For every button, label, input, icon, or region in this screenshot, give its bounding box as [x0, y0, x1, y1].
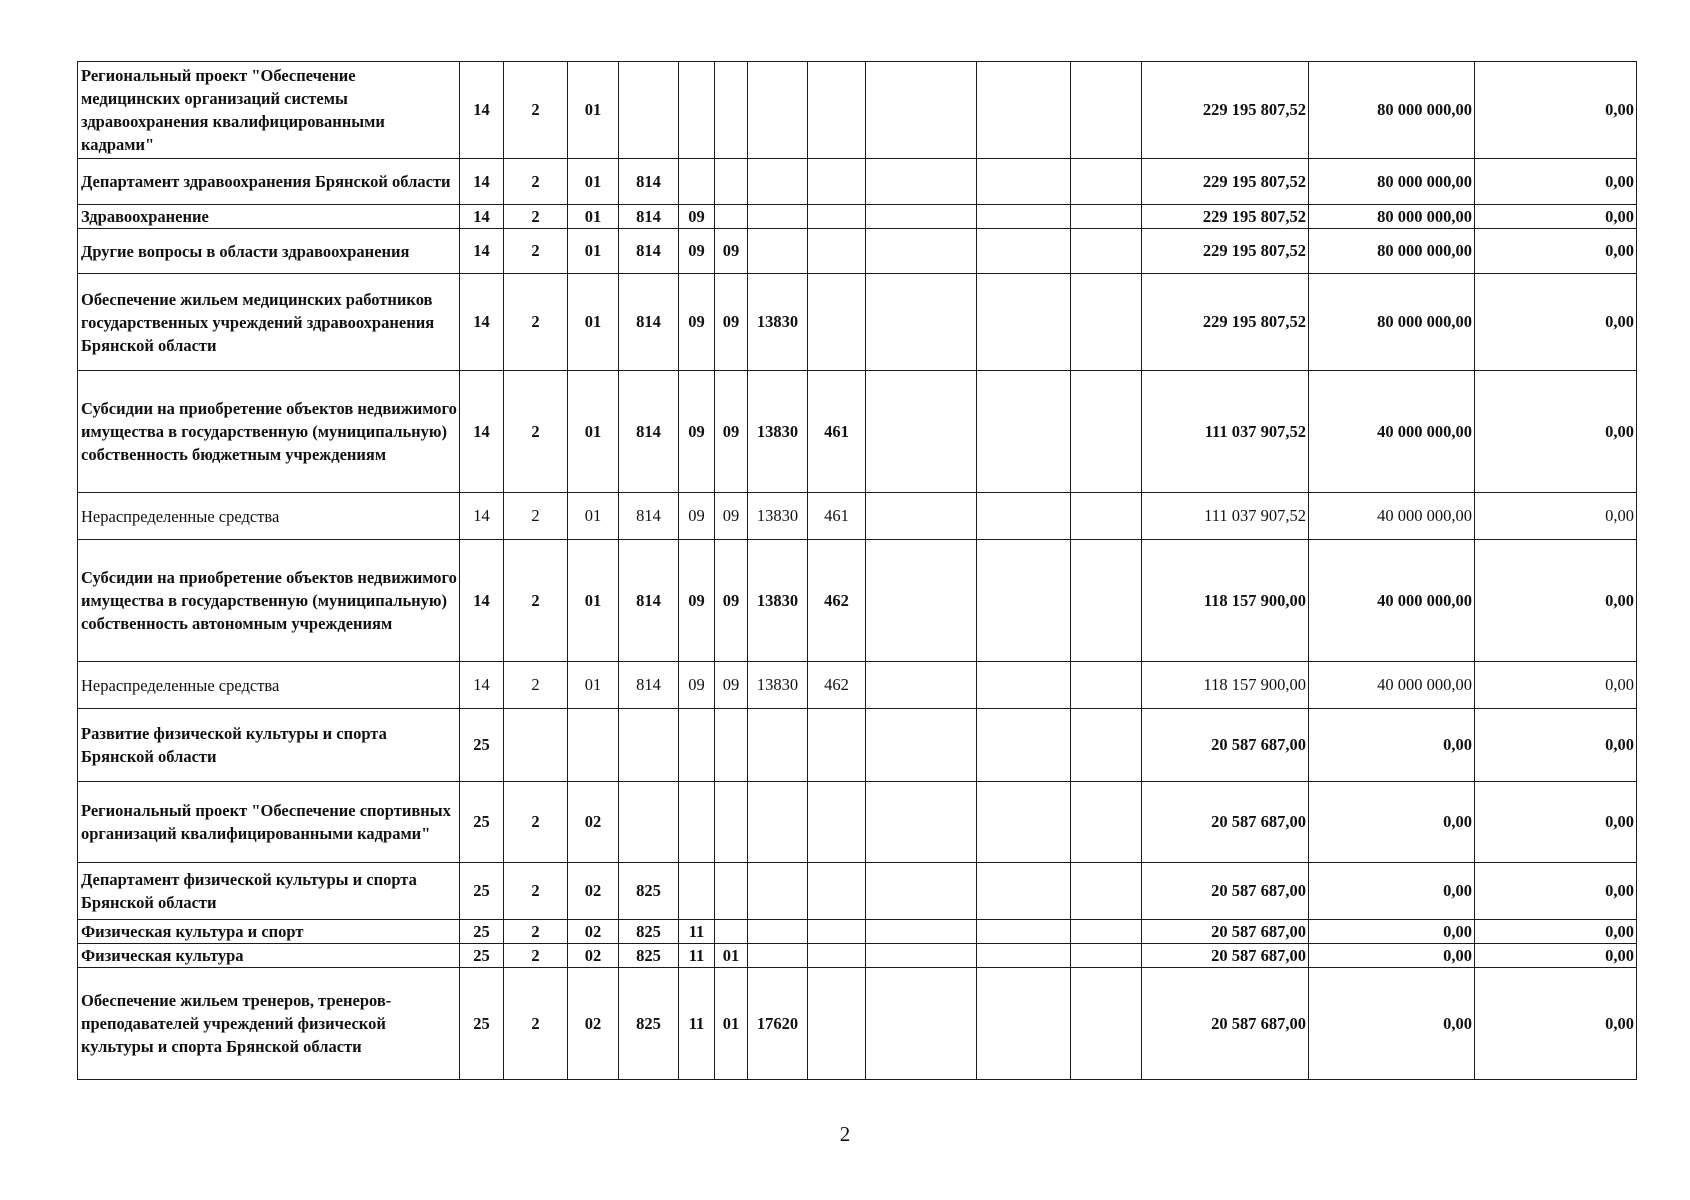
table-row: [78, 662, 1637, 709]
code-cell: 13830: [748, 493, 808, 540]
amount-cell: 20 587 687,00: [1142, 920, 1309, 944]
code-cell: 02: [568, 782, 619, 863]
code-cell: 2: [504, 944, 568, 968]
table-row: [78, 782, 1637, 863]
amount-cell: 40 000 000,00: [1309, 662, 1475, 709]
code-cell: 01: [568, 205, 619, 229]
code-cell: [715, 863, 748, 920]
row-name-cell: Здравоохранение: [78, 205, 460, 229]
empty-cell: [866, 229, 977, 274]
code-cell: 25: [460, 920, 504, 944]
amount-cell: 0,00: [1475, 968, 1637, 1080]
empty-cell: [866, 540, 977, 662]
code-cell: 14: [460, 371, 504, 493]
empty-cell: [977, 863, 1071, 920]
code-cell: 2: [504, 205, 568, 229]
amount-cell: 80 000 000,00: [1309, 229, 1475, 274]
table-body: [78, 62, 1637, 1080]
empty-cell: [866, 920, 977, 944]
table-row: [78, 274, 1637, 371]
amount-cell: 0,00: [1475, 159, 1637, 205]
code-cell: 01: [568, 662, 619, 709]
empty-cell: [977, 968, 1071, 1080]
amount-cell: 0,00: [1475, 944, 1637, 968]
amount-cell: 20 587 687,00: [1142, 863, 1309, 920]
code-cell: 11: [679, 920, 715, 944]
code-cell: 13830: [748, 371, 808, 493]
code-cell: 09: [679, 493, 715, 540]
amount-cell: 0,00: [1309, 920, 1475, 944]
code-cell: [748, 62, 808, 159]
empty-cell: [866, 274, 977, 371]
amount-cell: 20 587 687,00: [1142, 709, 1309, 782]
code-cell: [748, 944, 808, 968]
table-row: [78, 229, 1637, 274]
row-name-cell: Нераспределенные средства: [78, 493, 460, 540]
code-cell: [748, 159, 808, 205]
code-cell: 2: [504, 493, 568, 540]
table-row: [78, 371, 1637, 493]
empty-cell: [1071, 229, 1142, 274]
amount-cell: 111 037 907,52: [1142, 371, 1309, 493]
code-cell: [808, 274, 866, 371]
empty-cell: [977, 662, 1071, 709]
code-cell: [808, 782, 866, 863]
table-row: [78, 920, 1637, 944]
code-cell: [748, 782, 808, 863]
code-cell: 13830: [748, 662, 808, 709]
amount-cell: 0,00: [1475, 205, 1637, 229]
amount-cell: 0,00: [1475, 782, 1637, 863]
code-cell: 14: [460, 62, 504, 159]
code-cell: 01: [568, 62, 619, 159]
amount-cell: 118 157 900,00: [1142, 540, 1309, 662]
table-row: [78, 968, 1637, 1080]
code-cell: 14: [460, 274, 504, 371]
amount-cell: 229 195 807,52: [1142, 229, 1309, 274]
empty-cell: [1071, 540, 1142, 662]
row-name-cell: Департамент здравоохранения Брянской области: [78, 159, 460, 205]
code-cell: [679, 159, 715, 205]
code-cell: 814: [619, 540, 679, 662]
code-cell: [679, 709, 715, 782]
amount-cell: 229 195 807,52: [1142, 274, 1309, 371]
table-row: [78, 159, 1637, 205]
code-cell: 09: [715, 229, 748, 274]
empty-cell: [1071, 920, 1142, 944]
amount-cell: 0,00: [1475, 662, 1637, 709]
empty-cell: [866, 709, 977, 782]
code-cell: [808, 229, 866, 274]
row-name-cell: Физическая культура: [78, 944, 460, 968]
empty-cell: [866, 968, 977, 1080]
code-cell: [715, 159, 748, 205]
empty-cell: [977, 62, 1071, 159]
amount-cell: 40 000 000,00: [1309, 493, 1475, 540]
code-cell: 14: [460, 493, 504, 540]
code-cell: 814: [619, 229, 679, 274]
row-name-cell: Нераспределенные средства: [78, 662, 460, 709]
table-row: [78, 709, 1637, 782]
code-cell: 01: [568, 540, 619, 662]
code-cell: 09: [715, 274, 748, 371]
code-cell: [679, 863, 715, 920]
amount-cell: 20 587 687,00: [1142, 782, 1309, 863]
code-cell: [715, 782, 748, 863]
code-cell: 09: [679, 205, 715, 229]
code-cell: 17620: [748, 968, 808, 1080]
code-cell: 814: [619, 159, 679, 205]
code-cell: 09: [679, 540, 715, 662]
amount-cell: 0,00: [1475, 274, 1637, 371]
amount-cell: 111 037 907,52: [1142, 493, 1309, 540]
code-cell: 2: [504, 968, 568, 1080]
code-cell: 02: [568, 944, 619, 968]
code-cell: [568, 709, 619, 782]
empty-cell: [866, 371, 977, 493]
empty-cell: [866, 493, 977, 540]
empty-cell: [866, 62, 977, 159]
empty-cell: [1071, 782, 1142, 863]
amount-cell: 229 195 807,52: [1142, 205, 1309, 229]
code-cell: [808, 920, 866, 944]
code-cell: [679, 782, 715, 863]
code-cell: 2: [504, 863, 568, 920]
code-cell: 09: [679, 371, 715, 493]
row-name-cell: Субсидии на приобретение объектов недвижимого имущества в государственную (муниципальную) собственность бюджетным учреждениям: [78, 371, 460, 493]
code-cell: 02: [568, 920, 619, 944]
empty-cell: [1071, 159, 1142, 205]
empty-cell: [1071, 62, 1142, 159]
empty-cell: [1071, 662, 1142, 709]
code-cell: 01: [568, 159, 619, 205]
amount-cell: 0,00: [1475, 920, 1637, 944]
amount-cell: 0,00: [1475, 62, 1637, 159]
code-cell: [808, 159, 866, 205]
empty-cell: [977, 540, 1071, 662]
code-cell: 825: [619, 968, 679, 1080]
code-cell: [748, 863, 808, 920]
code-cell: 25: [460, 709, 504, 782]
code-cell: 814: [619, 205, 679, 229]
code-cell: 814: [619, 274, 679, 371]
table-row: [78, 493, 1637, 540]
code-cell: 25: [460, 944, 504, 968]
code-cell: [679, 62, 715, 159]
code-cell: 01: [568, 274, 619, 371]
code-cell: 09: [679, 662, 715, 709]
row-name-cell: Региональный проект "Обеспечение медицинских организаций системы здравоохранения квалифицированными кадрами": [78, 62, 460, 159]
code-cell: 25: [460, 782, 504, 863]
code-cell: 814: [619, 371, 679, 493]
empty-cell: [866, 662, 977, 709]
code-cell: [748, 920, 808, 944]
row-name-cell: Развитие физической культуры и спорта Брянской области: [78, 709, 460, 782]
code-cell: [808, 62, 866, 159]
code-cell: 09: [679, 229, 715, 274]
code-cell: 09: [715, 493, 748, 540]
code-cell: 11: [679, 944, 715, 968]
code-cell: 09: [715, 540, 748, 662]
amount-cell: 0,00: [1309, 782, 1475, 863]
budget-table: [77, 61, 1637, 1080]
amount-cell: 118 157 900,00: [1142, 662, 1309, 709]
code-cell: 09: [715, 371, 748, 493]
table-row: [78, 62, 1637, 159]
code-cell: 25: [460, 968, 504, 1080]
code-cell: 461: [808, 493, 866, 540]
empty-cell: [977, 709, 1071, 782]
code-cell: 14: [460, 159, 504, 205]
code-cell: [808, 863, 866, 920]
code-cell: 01: [568, 493, 619, 540]
row-name-cell: Обеспечение жильем медицинских работников государственных учреждений здравоохранения Брянской области: [78, 274, 460, 371]
code-cell: 2: [504, 159, 568, 205]
code-cell: 2: [504, 371, 568, 493]
code-cell: 25: [460, 863, 504, 920]
amount-cell: 40 000 000,00: [1309, 540, 1475, 662]
code-cell: 814: [619, 662, 679, 709]
amount-cell: 40 000 000,00: [1309, 371, 1475, 493]
code-cell: [808, 944, 866, 968]
empty-cell: [866, 863, 977, 920]
code-cell: [808, 709, 866, 782]
code-cell: [619, 782, 679, 863]
code-cell: 462: [808, 540, 866, 662]
amount-cell: 20 587 687,00: [1142, 944, 1309, 968]
empty-cell: [977, 159, 1071, 205]
code-cell: 14: [460, 662, 504, 709]
empty-cell: [1071, 205, 1142, 229]
amount-cell: 0,00: [1475, 709, 1637, 782]
code-cell: [619, 62, 679, 159]
code-cell: [504, 709, 568, 782]
code-cell: 461: [808, 371, 866, 493]
empty-cell: [977, 371, 1071, 493]
empty-cell: [977, 920, 1071, 944]
code-cell: 02: [568, 968, 619, 1080]
table-row: [78, 944, 1637, 968]
empty-cell: [977, 229, 1071, 274]
row-name-cell: Субсидии на приобретение объектов недвижимого имущества в государственную (муниципальную) собственность автономным учреждениям: [78, 540, 460, 662]
amount-cell: 0,00: [1309, 863, 1475, 920]
code-cell: 13830: [748, 540, 808, 662]
empty-cell: [1071, 493, 1142, 540]
amount-cell: 229 195 807,52: [1142, 159, 1309, 205]
empty-cell: [977, 274, 1071, 371]
code-cell: 01: [715, 944, 748, 968]
empty-cell: [1071, 944, 1142, 968]
amount-cell: 0,00: [1475, 863, 1637, 920]
table-row: [78, 863, 1637, 920]
amount-cell: 0,00: [1309, 968, 1475, 1080]
page-number: 2: [839, 1122, 851, 1146]
row-name-cell: Обеспечение жильем тренеров, тренеров-преподавателей учреждений физической культуры и спорта Брянской области: [78, 968, 460, 1080]
amount-cell: 0,00: [1475, 229, 1637, 274]
row-name-cell: Региональный проект "Обеспечение спортивных организаций квалифицированными кадрами": [78, 782, 460, 863]
code-cell: 2: [504, 62, 568, 159]
code-cell: [715, 205, 748, 229]
code-cell: [748, 229, 808, 274]
code-cell: [715, 920, 748, 944]
amount-cell: 80 000 000,00: [1309, 274, 1475, 371]
code-cell: 2: [504, 274, 568, 371]
code-cell: [619, 709, 679, 782]
code-cell: 825: [619, 863, 679, 920]
empty-cell: [866, 205, 977, 229]
empty-cell: [1071, 863, 1142, 920]
code-cell: 2: [504, 229, 568, 274]
amount-cell: 0,00: [1475, 371, 1637, 493]
code-cell: 2: [504, 920, 568, 944]
code-cell: [808, 205, 866, 229]
code-cell: 814: [619, 493, 679, 540]
empty-cell: [866, 782, 977, 863]
amount-cell: 80 000 000,00: [1309, 205, 1475, 229]
code-cell: 2: [504, 662, 568, 709]
code-cell: 01: [715, 968, 748, 1080]
amount-cell: 229 195 807,52: [1142, 62, 1309, 159]
table-row: [78, 540, 1637, 662]
row-name-cell: Физическая культура и спорт: [78, 920, 460, 944]
empty-cell: [1071, 274, 1142, 371]
empty-cell: [977, 782, 1071, 863]
amount-cell: 0,00: [1475, 540, 1637, 662]
row-name-cell: Департамент физической культуры и спорта Брянской области: [78, 863, 460, 920]
row-name-cell: Другие вопросы в области здравоохранения: [78, 229, 460, 274]
amount-cell: 0,00: [1475, 493, 1637, 540]
table-row: [78, 205, 1637, 229]
code-cell: 2: [504, 782, 568, 863]
amount-cell: 20 587 687,00: [1142, 968, 1309, 1080]
code-cell: 11: [679, 968, 715, 1080]
empty-cell: [977, 944, 1071, 968]
code-cell: 14: [460, 229, 504, 274]
code-cell: [748, 709, 808, 782]
code-cell: 09: [715, 662, 748, 709]
code-cell: 13830: [748, 274, 808, 371]
empty-cell: [977, 205, 1071, 229]
code-cell: [715, 709, 748, 782]
code-cell: [748, 205, 808, 229]
empty-cell: [866, 944, 977, 968]
code-cell: 825: [619, 944, 679, 968]
empty-cell: [1071, 709, 1142, 782]
empty-cell: [1071, 371, 1142, 493]
code-cell: 01: [568, 371, 619, 493]
amount-cell: 80 000 000,00: [1309, 159, 1475, 205]
empty-cell: [866, 159, 977, 205]
empty-cell: [1071, 968, 1142, 1080]
empty-cell: [977, 493, 1071, 540]
code-cell: [808, 968, 866, 1080]
code-cell: 02: [568, 863, 619, 920]
amount-cell: 80 000 000,00: [1309, 62, 1475, 159]
code-cell: [715, 62, 748, 159]
code-cell: 825: [619, 920, 679, 944]
code-cell: 462: [808, 662, 866, 709]
code-cell: 01: [568, 229, 619, 274]
code-cell: 09: [679, 274, 715, 371]
amount-cell: 0,00: [1309, 944, 1475, 968]
code-cell: 2: [504, 540, 568, 662]
code-cell: 14: [460, 205, 504, 229]
code-cell: 14: [460, 540, 504, 662]
amount-cell: 0,00: [1309, 709, 1475, 782]
